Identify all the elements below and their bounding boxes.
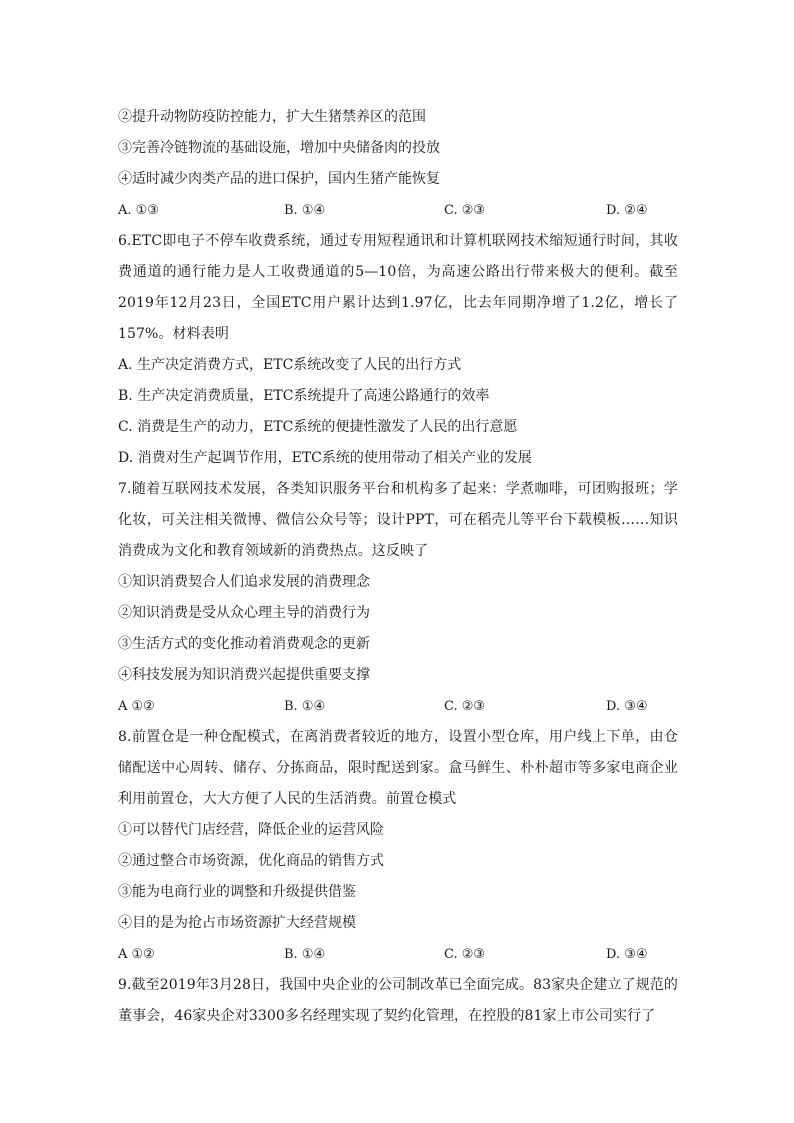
question-6-stem: 6.ETC即电子不停车收费系统，通过专用短程通讯和计算机联网技术缩短通行时间，其收费通道的通行能力是人工收费通道的5—10倍，为高速公路出行带来极大的便利。截至2019年12月23日，全国ETC用户累计达到1.97亿，比去年同期净增了1.2亿，增长了157%。材料表明 [118, 233, 678, 342]
option-b: B. ①④ [284, 203, 326, 218]
option-b: B. ①④ [284, 947, 326, 962]
statement-2: ②知识消费是受从众心理主导的消费行为 [118, 605, 370, 621]
question-9-stem: 9.截至2019年3月28日，我国中央企业的公司制改革已全面完成。83家央企建立了规范的董事会，46家央企对3300多名经理实现了契约化管理，在控股的81家上市公司实行了 [118, 977, 678, 1024]
choice-a: A. 生产决定消费方式，ETC系统改变了人民的出行方式 [118, 357, 462, 373]
statement-4: ④科技发展为知识消费兴起提供重要支撑 [118, 667, 370, 683]
statement-1: ①知识消费契合人们追求发展的消费理念 [118, 574, 370, 590]
answer-options [118, 195, 678, 226]
option-c: C. ②③ [444, 947, 486, 962]
option-d: D. ③④ [606, 947, 648, 962]
statement-3: ③完善冷链物流的基础设施，增加中央储备肉的投放 [118, 140, 440, 156]
statement-2: ②通过整合市场资源，优化商品的销售方式 [118, 853, 384, 869]
statement-2: ②提升动物防疫防控能力，扩大生猪禁养区的范围 [118, 109, 426, 125]
option-a: A. ①③ [118, 203, 159, 218]
option-c: C. ②③ [444, 203, 486, 218]
question-7-stem: 7.随着互联网技术发展，各类知识服务平台和机构多了起来：学煮咖啡，可团购报班；学化妆，可关注相关微博、微信公众号等；设计PPT，可在稻壳儿等平台下载模板……知识消费成为文化和教育领域新的消费热点。这反映了 [118, 481, 678, 559]
option-d: D. ③④ [606, 699, 648, 714]
statement-3: ③能为电商行业的调整和升级提供借鉴 [118, 884, 356, 900]
statement-4: ④适时减少肉类产品的进口保护，国内生猪产能恢复 [118, 171, 440, 187]
choice-b: B. 生产决定消费质量，ETC系统提升了高速公路通行的效率 [118, 388, 490, 404]
statement-4: ④目的是为抢占市场资源扩大经营规模 [118, 915, 356, 931]
answer-options [118, 691, 678, 722]
statement-1: ①可以替代门店经营，降低企业的运营风险 [118, 822, 384, 838]
answer-options [118, 939, 678, 970]
choice-d: D. 消费对生产起调节作用，ETC系统的使用带动了相关产业的发展 [118, 450, 532, 466]
option-b: B. ①④ [284, 699, 326, 714]
exam-page [118, 102, 678, 1032]
question-8-stem: 8.前置仓是一种仓配模式，在离消费者较近的地方，设置小型仓库，用户线上下单，由仓储配送中心周转、储存、分拣商品，限时配送到家。盒马鲜生、朴朴超市等多家电商企业利用前置仓，大大方便了人民的生活消费。前置仓模式 [118, 729, 678, 807]
statement-3: ③生活方式的变化推动着消费观念的更新 [118, 636, 370, 652]
choice-c: C. 消费是生产的动力，ETC系统的便捷性激发了人民的出行意愿 [118, 419, 518, 435]
option-c: C. ②③ [444, 699, 486, 714]
option-d: D. ②④ [606, 203, 648, 218]
option-a: A ①② [118, 947, 155, 962]
option-a: A ①② [118, 699, 155, 714]
